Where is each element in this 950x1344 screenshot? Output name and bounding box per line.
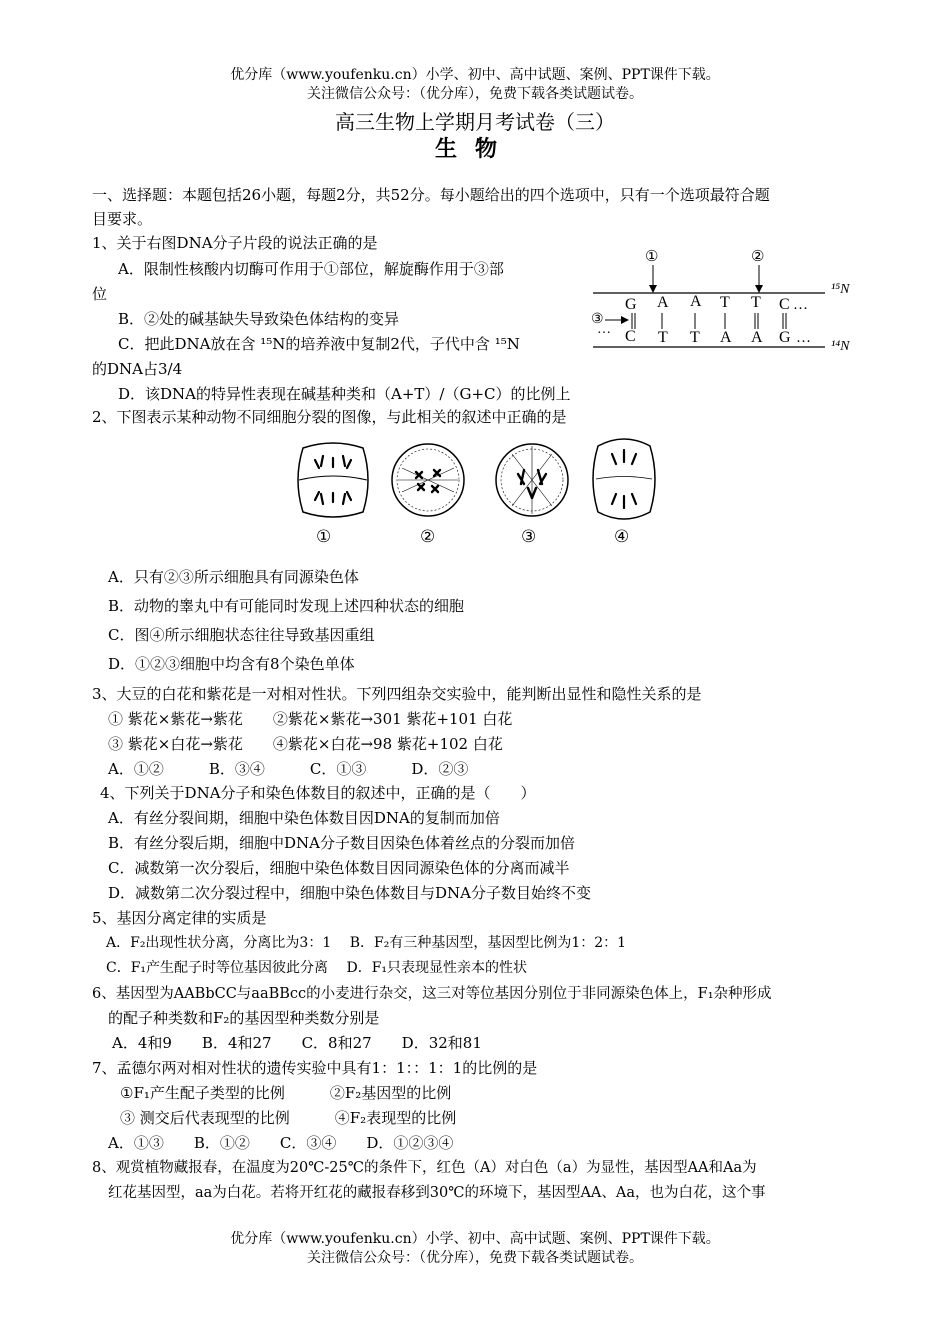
q4-option-b: B．有丝分裂后期，细胞中DNA分子数目因染色体着丝点的分裂而加倍 xyxy=(108,834,576,852)
page-title: 高三生物上学期月考试卷（三） xyxy=(335,110,615,134)
q4-option-d: D．减数第二次分裂过程中，细胞中染色体数目与DNA分子数目始终不变 xyxy=(108,884,592,902)
q1-option-c: C．把此DNA放在含 ¹⁵N的培养液中复制2代，子代中含 ¹⁵N xyxy=(118,335,520,353)
marker-3: ③ xyxy=(591,312,604,327)
cell-figure-4 xyxy=(588,436,660,522)
base-top-2: A xyxy=(657,294,669,311)
cell-figure-3 xyxy=(492,440,572,520)
q2-option-c: C．图④所示细胞状态往往导致基因重组 xyxy=(108,626,375,644)
q2-option-d: D．①②③细胞中均含有8个染色单体 xyxy=(108,655,355,673)
section-intro-1: 一、选择题：本题包括26小题，每题2分，共52分。每小题给出的四个选项中，只有一个选项最符合题 xyxy=(92,186,770,204)
cell-label-4: ④ xyxy=(614,527,630,547)
marker-2: ② xyxy=(751,249,765,265)
base-bottom-3: T xyxy=(690,329,700,346)
label-15n: ¹⁵N xyxy=(831,282,850,297)
q1-option-d: D．该DNA的特异性表现在碱基种类和（A+T）/（G+C）的比例上 xyxy=(118,385,571,403)
q4-option-a: A．有丝分裂间期，细胞中染色体数目因DNA的复制而加倍 xyxy=(108,809,500,827)
q2-stem: 2、下图表示某种动物不同细胞分裂的图像，与此相关的叙述中正确的是 xyxy=(92,408,567,426)
base-bottom-4: A xyxy=(720,329,732,346)
cell-label-3: ③ xyxy=(521,527,537,547)
base-top-4: T xyxy=(720,294,730,311)
q1-option-a: A．限制性核酸内切酶可作用于①部位，解旋酶作用于③部 xyxy=(118,260,504,278)
cell-label-2: ② xyxy=(420,527,436,547)
footer-line-1: 优分库（www.youfenku.cn）小学、初中、高中试题、案例、PPT课件下载。 xyxy=(230,1231,720,1247)
arrow-3-head xyxy=(621,316,629,324)
cell-figure-1 xyxy=(293,440,373,520)
q7-row-2: ③ 测交后代表现型的比例 ④F₂表现型的比例 xyxy=(120,1109,457,1127)
base-bottom-2: T xyxy=(658,329,668,346)
q3-row-1: ① 紫花×紫花→紫花 ②紫花×紫花→301 紫花+101 白花 xyxy=(108,710,513,728)
base-top-6: C xyxy=(779,296,790,313)
base-bottom-6: G xyxy=(779,329,791,346)
q8-stem-2: 红花基因型，aa为白花。若将开红花的藏报春移到30℃的环境下，基因型AA、Aa，也为白花，这个事 xyxy=(108,1185,766,1201)
base-top-1: G xyxy=(625,296,637,313)
base-top-3: A xyxy=(690,293,702,310)
cell-label-1: ① xyxy=(316,527,332,547)
q1-option-c-cont: 的DNA占3/4 xyxy=(92,360,183,378)
q6-stem-1: 6、基因型为AABbCC与aaBBcc的小麦进行杂交，这三对等位基因分别位于非同源染色体上，F₁杂种形成 xyxy=(92,986,772,1002)
q1-option-a-cont: 位 xyxy=(92,285,108,303)
footer-line-2: 关注微信公众号：（优分库），免费下载各类试题试卷。 xyxy=(307,1250,643,1266)
q3-stem: 3、大豆的白花和紫花是一对相对性状。下列四组杂交实验中，能判断出显性和隐性关系的是 xyxy=(92,685,702,703)
arrow-2-head xyxy=(755,285,763,293)
base-bottom-5: A xyxy=(751,329,763,346)
q5-stem: 5、基因分离定律的实质是 xyxy=(92,909,267,927)
q6-options: A．4和9 B．4和27 C．8和27 D．32和81 xyxy=(112,1034,482,1052)
q3-row-2: ③ 紫花×白花→紫花 ④紫花×白花→98 紫花+102 白花 xyxy=(108,735,503,753)
q4-option-c: C．减数第一次分裂后，细胞中染色体数目因同源染色体的分离而减半 xyxy=(108,859,570,877)
q2-option-b: B．动物的睾丸中有可能同时发现上述四种状态的细胞 xyxy=(108,597,465,615)
bottom-left-dots: ··· xyxy=(597,326,611,341)
q7-options: A．①③ B．①② C．③④ D．①②③④ xyxy=(108,1134,454,1152)
base-bottom-1: C xyxy=(625,328,636,345)
dna-figure xyxy=(585,245,865,360)
q6-stem-2: 的配子种类数和F₂的基因型种类数分别是 xyxy=(108,1009,380,1027)
top-ellipsis: … xyxy=(793,297,808,313)
header-line-1: 优分库（www.youfenku.cn）小学、初中、高中试题、案例、PPT课件下载。 xyxy=(230,67,720,83)
q1-option-b: B．②处的碱基缺失导致染色体结构的变异 xyxy=(118,310,400,328)
q7-stem: 7、孟德尔两对相对性状的遗传实验中具有1：1：：1：1的比例的是 xyxy=(92,1059,538,1077)
q3-options: A．①② B．③④ C．①③ D．②③ xyxy=(108,760,469,778)
header-line-2: 关注微信公众号：（优分库），免费下载各类试题试卷。 xyxy=(307,86,643,102)
marker-1: ① xyxy=(645,249,659,265)
base-top-5: T xyxy=(751,294,761,311)
q2-option-a: A．只有②③所示细胞具有同源染色体 xyxy=(108,568,359,586)
section-intro-2: 目要求。 xyxy=(92,210,153,228)
cell-figure-2 xyxy=(388,440,468,520)
q8-stem-1: 8、观赏植物藏报春，在温度为20℃-25℃的条件下，红色（A）对白色（a）为显性，基因型AA和Aa为 xyxy=(92,1160,757,1176)
q5-row-1: A．F₂出现性状分离，分离比为3：1 B．F₂有三种基因型，基因型比例为1：2：1 xyxy=(106,935,627,951)
q4-stem: 4、下列关于DNA分子和染色体数目的叙述中，正确的是（ ） xyxy=(100,784,536,802)
label-14n: ¹⁴N xyxy=(831,339,850,354)
q1-stem: 1、关于右图DNA分子片段的说法正确的是 xyxy=(92,234,378,252)
q7-row-1: ①F₁产生配子类型的比例 ②F₂基因型的比例 xyxy=(120,1084,452,1102)
q5-row-2: C．F₁产生配子时等位基因彼此分离 D．F₁只表现显性亲本的性状 xyxy=(106,960,528,976)
arrow-1-head xyxy=(649,285,657,293)
page-subtitle: 生物 xyxy=(434,136,515,162)
bottom-ellipsis: … xyxy=(796,330,811,346)
